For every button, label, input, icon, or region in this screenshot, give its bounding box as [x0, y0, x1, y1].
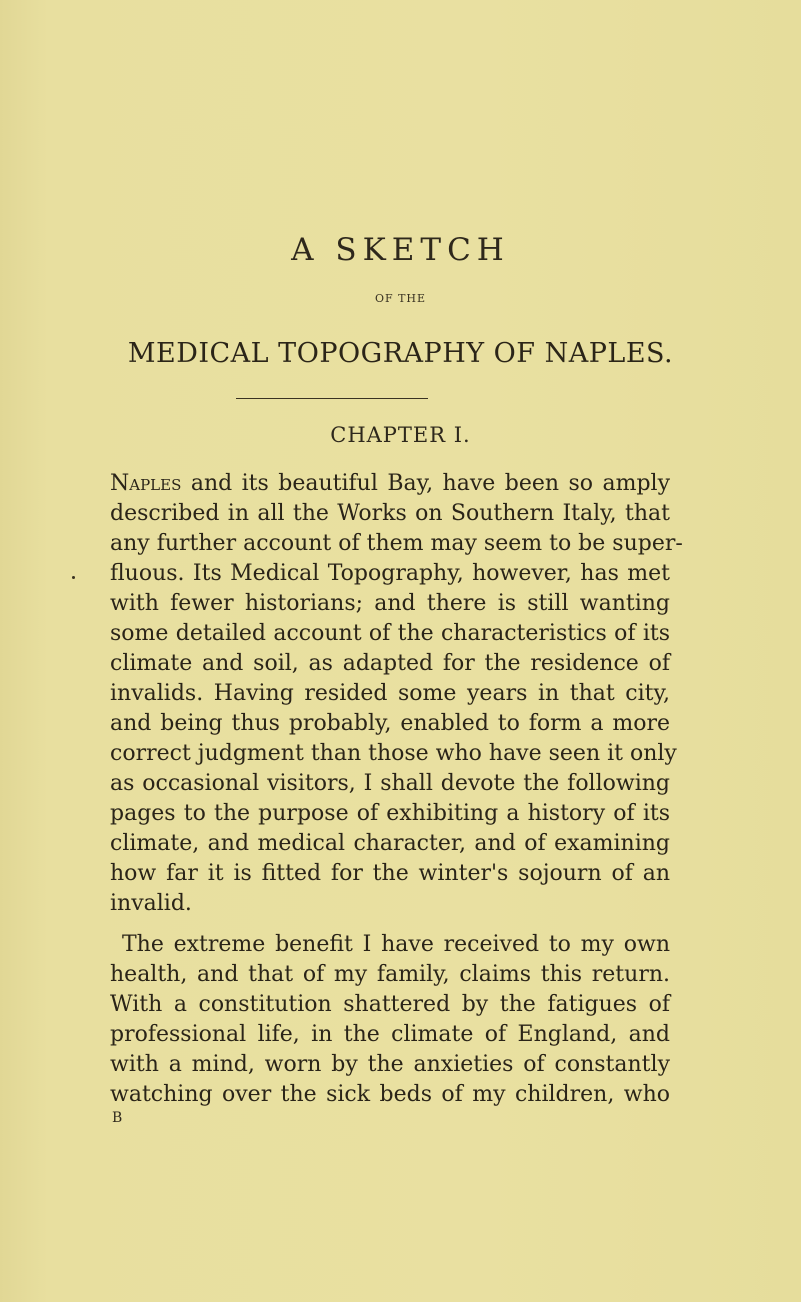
paragraph-line: as occasional visitors, I shall devote the following	[110, 771, 670, 796]
paragraph-line: invalid.	[110, 891, 192, 916]
paragraph-line: The extreme benefit I have received to my own	[122, 932, 670, 957]
page-title: A SKETCH	[291, 232, 510, 268]
drop-word: Naples	[110, 471, 182, 496]
paragraph-line: pages to the purpose of exhibiting a history of its	[110, 801, 670, 826]
line-text: and its beautiful Bay, have been so amply	[190, 471, 670, 496]
paragraph-line: with a mind, worn by the anxieties of constantly	[110, 1052, 670, 1077]
title-connector: OF THE	[374, 292, 427, 305]
paragraph-line: correct judgment than those who have seen it only	[110, 741, 677, 766]
signature-mark: B	[112, 1110, 123, 1126]
paragraph-line: any further account of them may seem to be super-	[110, 531, 683, 556]
paragraph-line: how far it is fitted for the winter's sojourn of an	[110, 861, 670, 886]
chapter-heading: CHAPTER I.	[330, 423, 471, 447]
paragraph-line: described in all the Works on Southern Italy, that	[110, 501, 670, 526]
paragraph-line: and being thus probably, enabled to form a more	[110, 711, 670, 736]
paragraph-1-line-1	[110, 470, 670, 498]
page-subtitle: MEDICAL TOPOGRAPHY OF NAPLES.	[127, 338, 674, 369]
paragraph-line: watching over the sick beds of my children, who	[110, 1082, 670, 1107]
paragraph-line: some detailed account of the characteristics of its	[110, 621, 670, 646]
paragraph-line: health, and that of my family, claims this return.	[110, 962, 670, 987]
paragraph-line: fluous. Its Medical Topography, however, has met	[110, 561, 670, 586]
paragraph-line: invalids. Having resided some years in that city,	[110, 681, 670, 706]
paragraph-line: With a constitution shattered by the fatigues of	[110, 992, 670, 1017]
paragraph-line: climate, and medical character, and of examining	[110, 831, 670, 856]
paragraph-line: professional life, in the climate of England, and	[110, 1022, 670, 1047]
paragraph-line: with fewer historians; and there is still wanting	[110, 591, 670, 616]
paragraph-line: climate and soil, as adapted for the residence of	[110, 651, 670, 676]
